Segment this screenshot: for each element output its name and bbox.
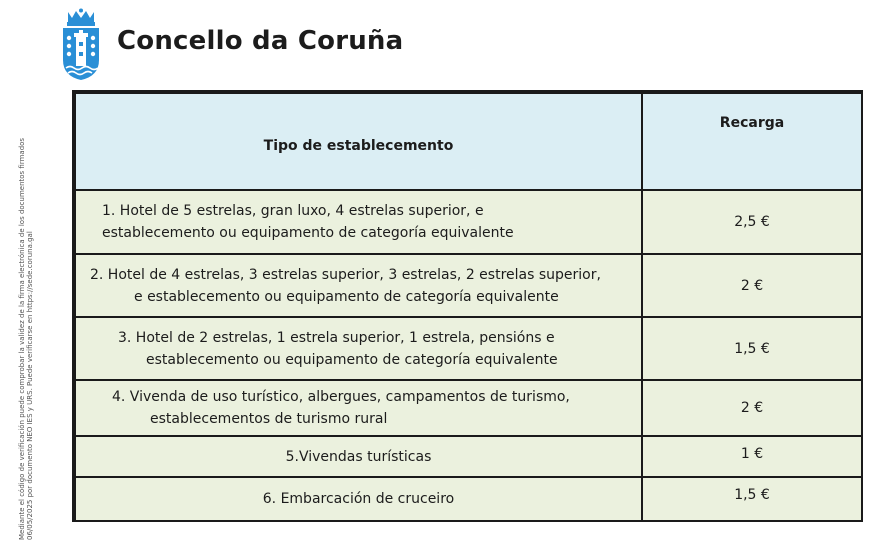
header-recarga: Recarga xyxy=(642,93,862,190)
side-note-line-2: 06/05/2025 por documento NEO IES y URS. Puede verificarse en https://sede.coruna.gal xyxy=(26,231,34,540)
row-5-description: 5.Vivendas turísticas xyxy=(75,436,642,477)
row-4-price: 2 € xyxy=(642,380,862,436)
table-row xyxy=(75,380,862,436)
verification-side-note xyxy=(4,60,34,540)
table-row xyxy=(75,254,862,317)
table-row xyxy=(75,477,862,521)
table-row xyxy=(75,317,862,380)
row-1-price: 2,5 € xyxy=(642,190,862,254)
row-4-line-2: establecementos de turismo rural xyxy=(150,411,388,427)
row-3-price: 1,5 € xyxy=(642,317,862,380)
coruna-coat-of-arms-icon xyxy=(60,8,102,82)
table-row xyxy=(75,436,862,477)
row-1-line-1: 1. Hotel de 5 estrelas, gran luxo, 4 estrelas superior, e xyxy=(102,203,484,219)
row-4-description xyxy=(75,380,642,436)
row-3-line-2: establecemento ou equipamento de categoría equivalente xyxy=(146,351,558,368)
row-2-description xyxy=(75,254,642,317)
row-4-line-1: 4. Vivenda de uso turístico, albergues, campamentos de turismo, xyxy=(112,389,570,405)
row-3-line-1: 3. Hotel de 2 estrelas, 1 estrela superior, 1 estrela, pensións e xyxy=(118,329,555,346)
row-6-price: 1,5 € xyxy=(642,477,862,521)
header-tipo-de-establecemento: Tipo de establecemento xyxy=(75,93,642,190)
row-6-description: 6. Embarcación de cruceiro xyxy=(75,477,642,521)
row-2-line-1: 2. Hotel de 4 estrelas, 3 estrelas superior, 3 estrelas, 2 estrelas superior, xyxy=(90,266,601,283)
table-row xyxy=(75,190,862,254)
side-note-line-1: Mediante el código de verificación puede comprobar la validez de la firma electrónica de los documentos firmados xyxy=(18,137,26,540)
row-1-description xyxy=(75,190,642,254)
row-1-line-2: establecemento ou equipamento de categoría equivalente xyxy=(102,225,514,241)
surcharge-table-container xyxy=(72,90,863,522)
brand-title: Concello da Coruña xyxy=(117,26,404,56)
row-2-line-2: e establecemento ou equipamento de categoría equivalente xyxy=(134,288,559,305)
row-2-price: 2 € xyxy=(642,254,862,317)
table-header-row xyxy=(75,93,862,190)
surcharge-table xyxy=(74,92,863,522)
row-3-description xyxy=(75,317,642,380)
row-5-price: 1 € xyxy=(642,436,862,477)
